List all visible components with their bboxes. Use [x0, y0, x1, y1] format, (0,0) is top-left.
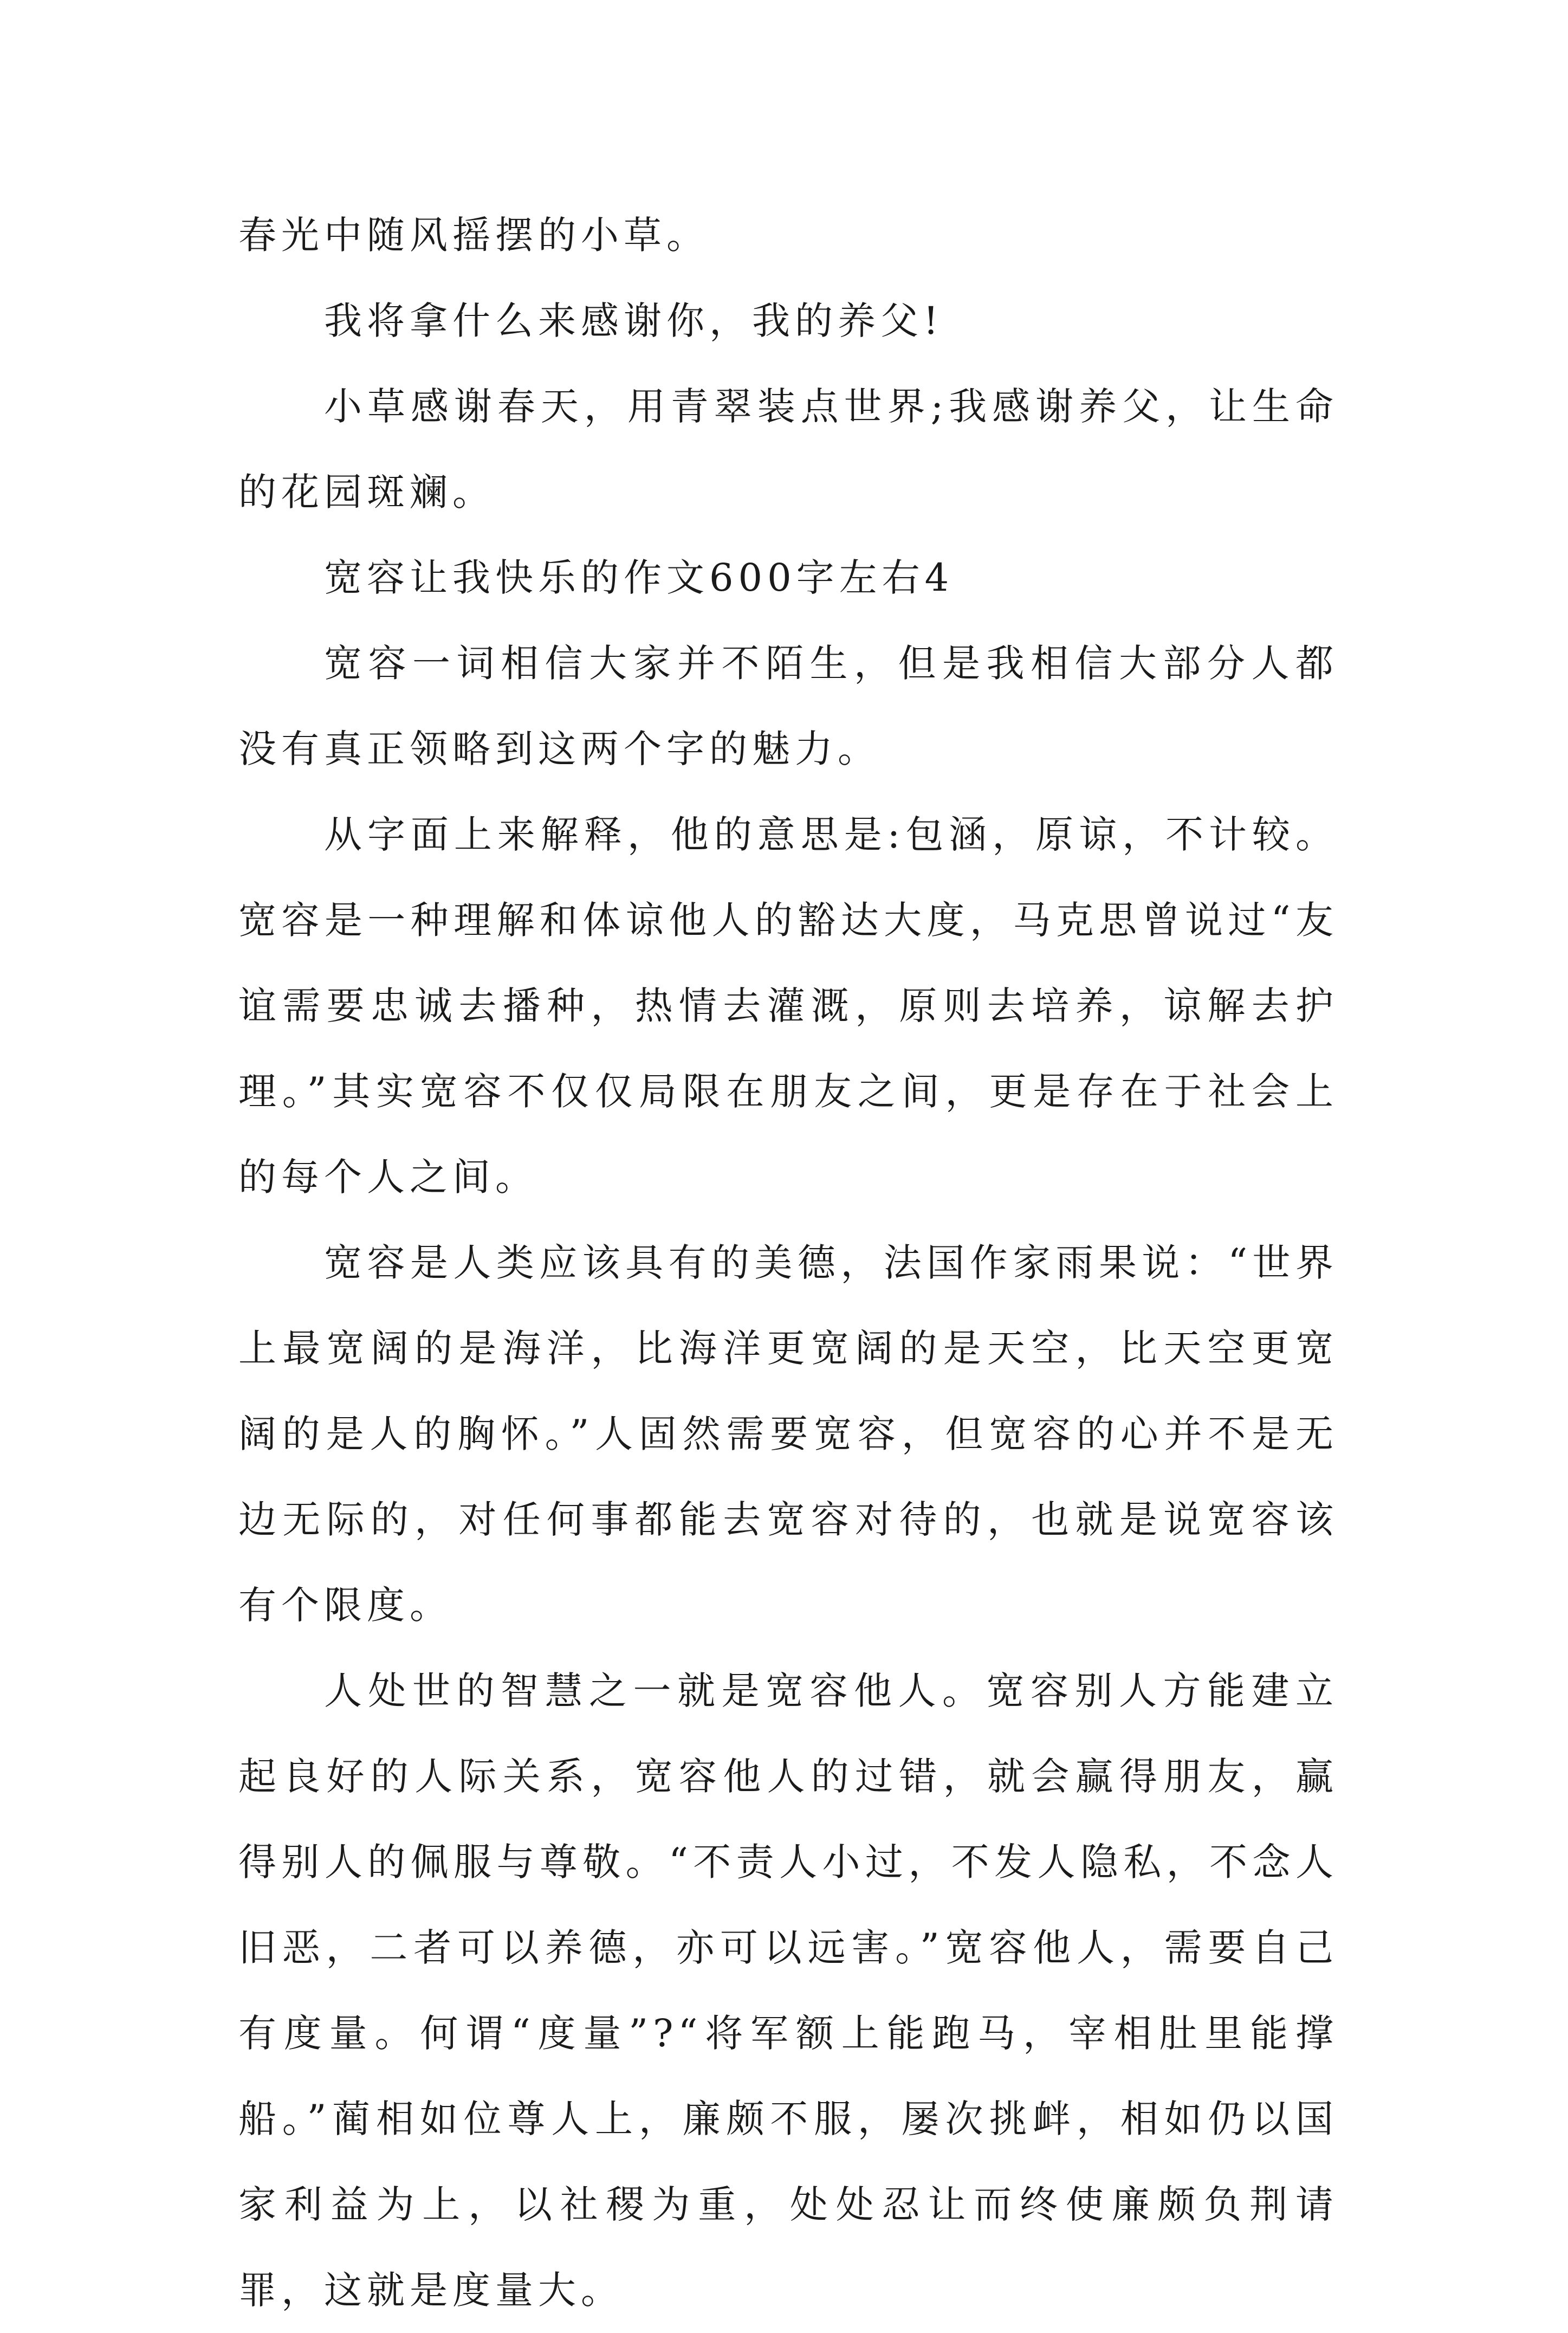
paragraph-7: 宽容是人类应该具有的美德，法国作家雨果说：“世界上最宽阔的是海洋，比海洋更宽阔的是天空，比天空更宽阔的是人的胸怀。”人固然需要宽容，但宽容的心并不是无边无际的，对任何事都能去宽容对待的，也就是说宽容该有个限度。 [238, 1240, 1338, 1627]
section-heading: 宽容让我快乐的作文600字左右4 [324, 555, 954, 600]
paragraph-2: 我将拿什么来感谢你，我的养父! [324, 299, 944, 343]
paragraph-3: 小草感谢春天，用青翠装点世界;我感谢养父，让生命的花园斑斓。 [238, 384, 1338, 514]
paragraph-6: 从字面上来解释，他的意思是:包涵，原谅，不计较。宽容是一种理解和体谅他人的豁达大度，马克思曾说过“友谊需要忠诚去播种，热情去灌溉，原则去培养，谅解去护理。”其实宽容不仅仅局限在朋友之间，更是存在于社会上的每个人之间。 [238, 812, 1338, 1199]
paragraph-5: 宽容一词相信大家并不陌生，但是我相信大部分人都没有真正领略到这两个字的魅力。 [238, 641, 1338, 771]
paragraph-1: 春光中随风摇摆的小草。 [238, 213, 709, 257]
paragraph-8: 人处世的智慧之一就是宽容他人。宽容别人方能建立起良好的人际关系，宽容他人的过错，就会赢得朋友，赢得别人的佩服与尊敬。“不责人小过，不发人隐私，不念人旧恶，二者可以养德，亦可以远害。”宽容他人，需要自己有度量。何谓“度量”?“将军额上能跑马，宰相肚里能撑船。”蔺相如位尊人上，廉颇不服，屡次挑衅，相如仍以国家利益为上，以社稷为重，处处忍让而终使廉颇负荆请罪，这就是度量大。 [238, 1669, 1338, 2312]
document-body [238, 192, 1338, 2333]
